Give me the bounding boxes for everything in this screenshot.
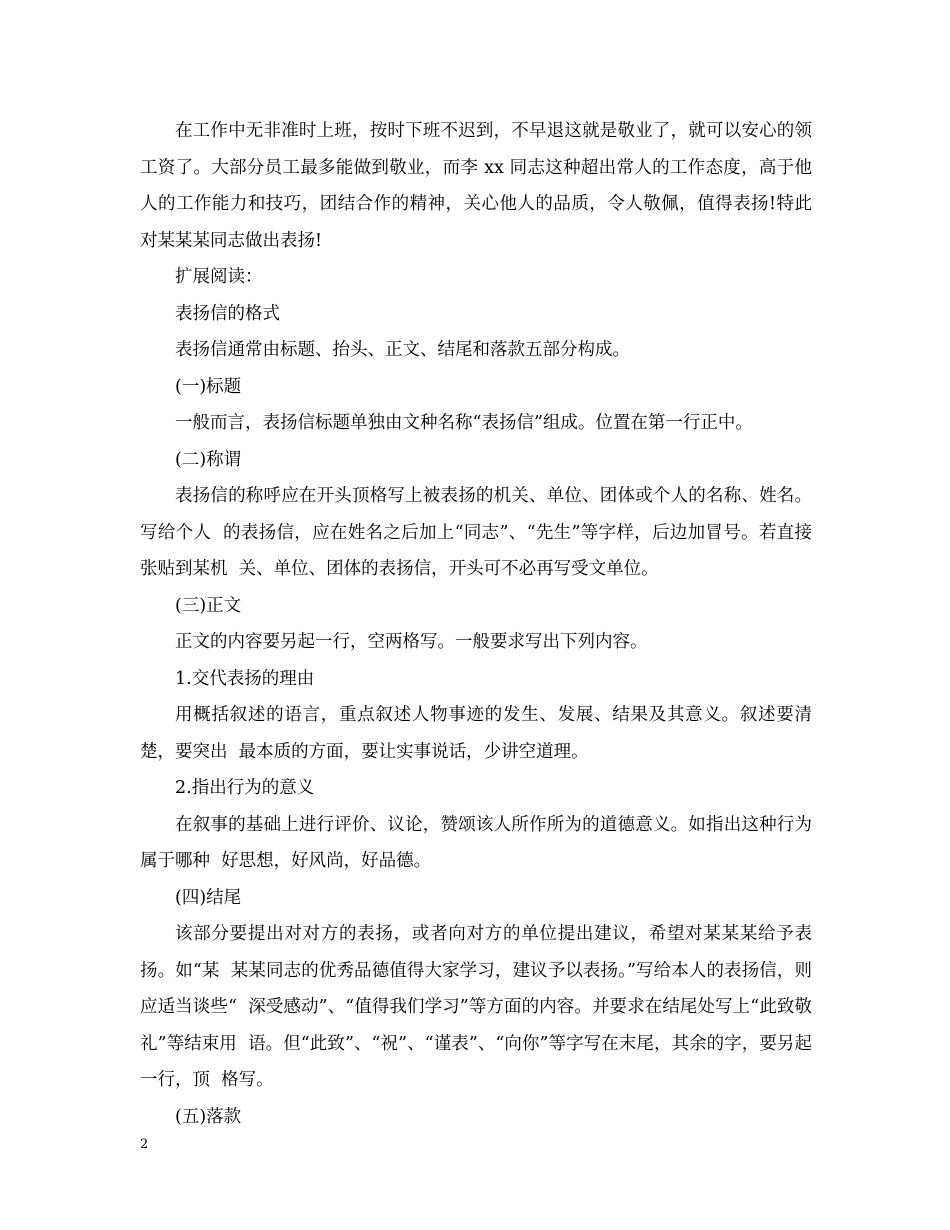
subheading-reason: 1.交代表扬的理由 [175, 668, 315, 689]
paragraph-intro: 在工作中无非准时上班，按时下班不迟到，不早退这就是敬业了，就可以安心的领工资了。大部分员工最多能做到敬业，而李 xx 同志这种超出常人的工作态度，高于他人的工作能力和技巧，团结合作的精神，关心他人的品质，令人敬佩，值得表扬!特此对某某某同志做出表扬! [140, 121, 812, 251]
heading-salutation: (二)称谓 [175, 449, 242, 470]
document-body [140, 113, 812, 1135]
paragraph-meaning: 在叙事的基础上进行评价、议论，赞颂该人所作所为的道德意义。如指出这种行为属于哪种 好思想，好风尚，好品德。 [140, 814, 812, 871]
heading-title: (一)标题 [175, 376, 242, 397]
subheading-meaning: 2.指出行为的意义 [175, 778, 315, 798]
page-number: 2 [140, 1137, 149, 1152]
heading-body: (三)正文 [175, 595, 242, 616]
heading-ending: (四)结尾 [175, 887, 242, 908]
paragraph-extended-reading: 扩展阅读： [175, 267, 263, 287]
paragraph-title: 一般而言，表扬信标题单独由文种名称“表扬信”组成。位置在第一行正中。 [175, 413, 753, 433]
paragraph-ending: 该部分要提出对对方的表扬，或者向对方的单位提出建议，希望对某某某给予表扬。如“某 某某同志的优秀品德值得大家学习，建议予以表扬。”写给本人的表扬信，则应适当谈些“ 深受感动”、“值得我们学习”等方面的内容。并要求在结尾处写上“此致敬礼”等结束用 语。但“此致”、“祝”、“谨表”、“向你”等字写在末尾，其余的字，要另起一行，顶 格写。 [140, 924, 812, 1090]
section-heading-format: 表扬信的格式 [175, 303, 280, 324]
paragraph-salutation: 表扬信的称呼应在开头顶格写上被表扬的机关、单位、团体或个人的名称、姓名。写给个人 的表扬信，应在姓名之后加上“同志”、“先生”等字样，后边加冒号。若直接张贴到某机 关、单位、团体的表扬信，开头可不必再写受文单位。 [140, 486, 812, 579]
paragraph-structure: 表扬信通常由标题、抬头、正文、结尾和落款五部分构成。 [175, 340, 630, 360]
paragraph-reason: 用概括叙述的语言，重点叙述人物事迹的发生、发展、结果及其意义。叙述要清楚，要突出 最本质的方面，要让实事说话，少讲空道理。 [140, 705, 812, 762]
paragraph-body: 正文的内容要另起一行，空两格写。一般要求写出下列内容。 [175, 632, 648, 652]
heading-signature: (五)落款 [175, 1106, 242, 1127]
